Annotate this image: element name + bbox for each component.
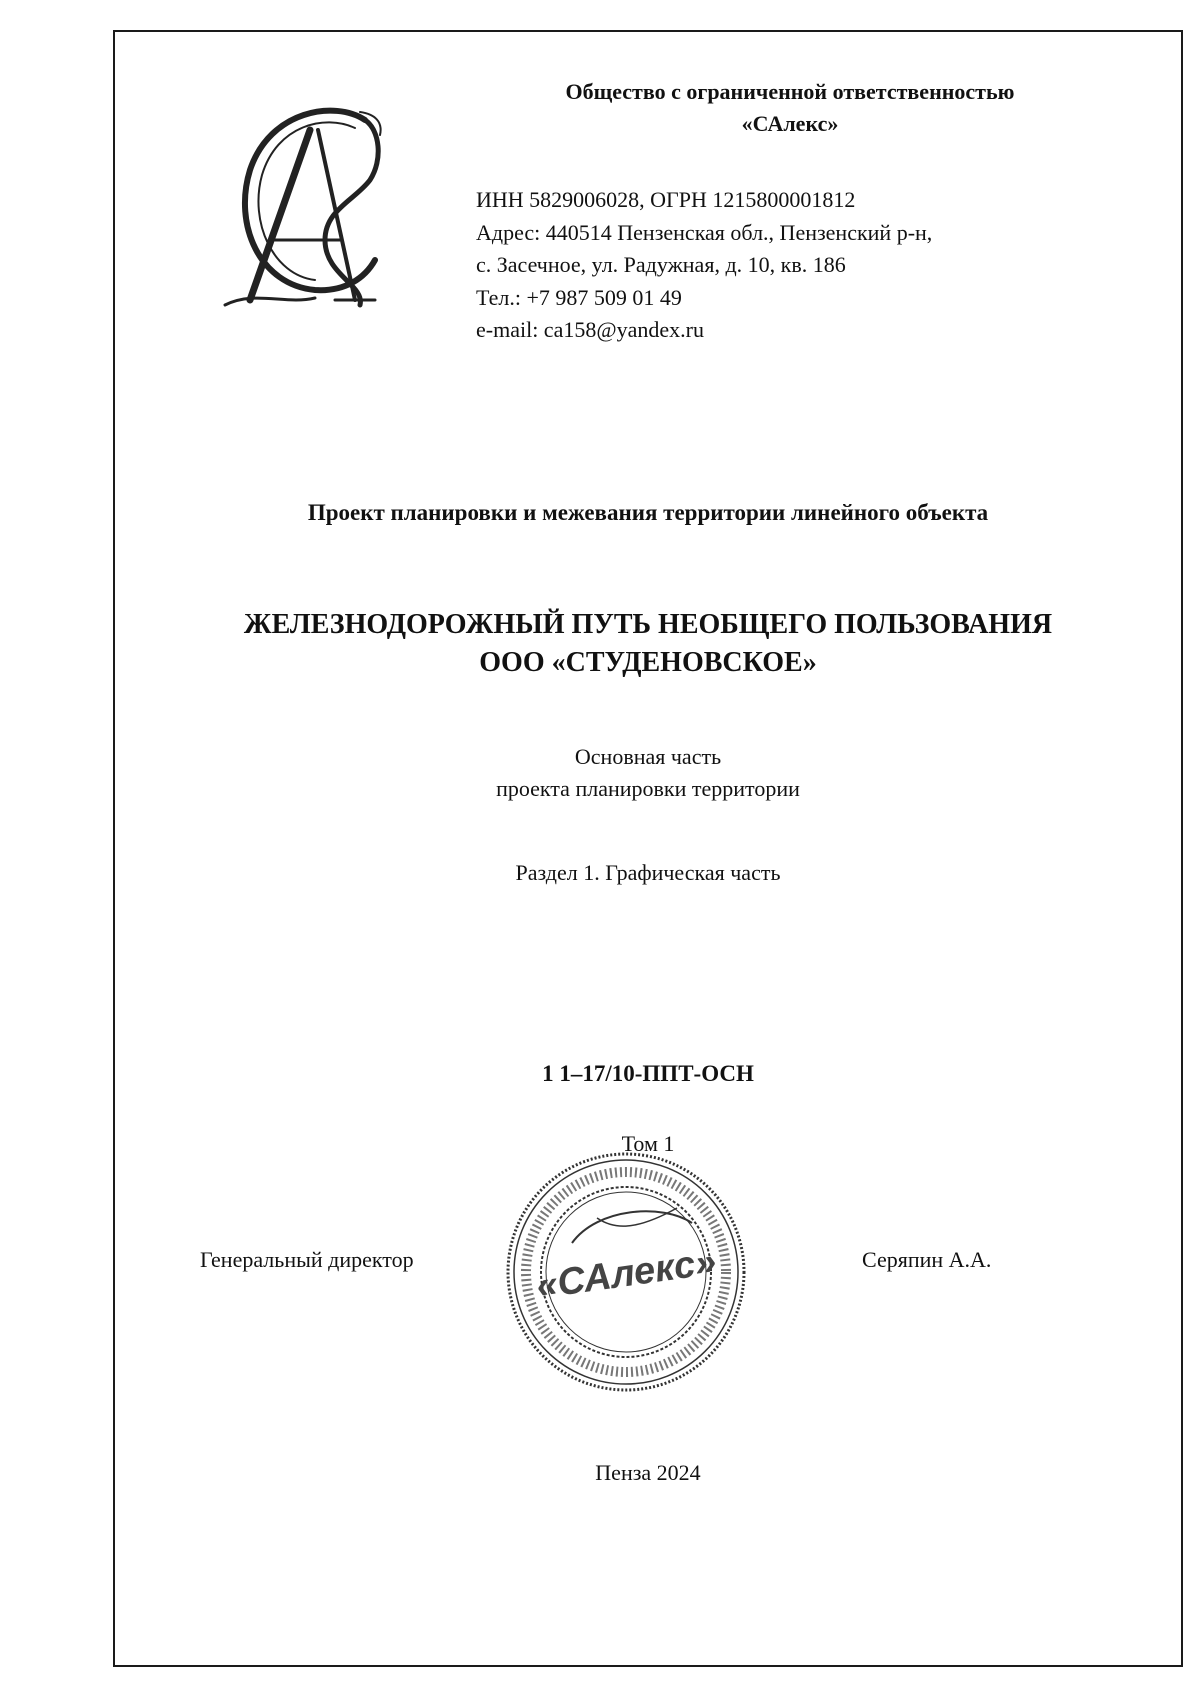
project-type-heading: Проект планировки и межевания территории линейного объекта bbox=[307, 500, 989, 525]
signer-name: Серяпин А.А. bbox=[862, 1247, 992, 1272]
company-name bbox=[480, 76, 1100, 140]
company-legal-form: Общество с ограниченной ответственностью bbox=[565, 79, 1015, 104]
object-title bbox=[113, 606, 1183, 682]
part-line-1: Основная часть bbox=[574, 744, 722, 769]
seal-text: «САлекс» bbox=[533, 1240, 719, 1308]
document-part bbox=[113, 741, 1183, 805]
phone: Тел.: +7 987 509 01 49 bbox=[476, 284, 682, 310]
part-line-2: проекта планировки территории bbox=[496, 776, 800, 801]
inn-ogrn: ИНН 5829006028, ОГРН 1215800001812 bbox=[476, 187, 856, 212]
city-and-year: Пенза 2024 bbox=[595, 1460, 701, 1485]
email: e-mail: ca158@yandex.ru bbox=[476, 317, 704, 342]
company-seal-stamp bbox=[502, 1148, 750, 1396]
address-line-1: Адрес: 440514 Пензенская обл., Пензенский р-н, bbox=[476, 219, 933, 245]
section-title: Раздел 1. Графическая часть bbox=[515, 860, 781, 885]
object-title-line-2: ООО «СТУДЕНОВСКОЕ» bbox=[479, 647, 817, 678]
company-requisites bbox=[476, 184, 1096, 347]
signer-position: Генеральный директор bbox=[200, 1247, 414, 1272]
company-brand: «САлекс» bbox=[741, 111, 839, 136]
volume-number: Том 1 bbox=[621, 1131, 675, 1156]
object-title-line-1: ЖЕЛЕЗНОДОРОЖНЫЙ ПУТЬ НЕОБЩЕГО ПОЛЬЗОВАНИЯ bbox=[243, 609, 1053, 640]
address-line-2: с. Засечное, ул. Радужная, д. 10, кв. 186 bbox=[476, 252, 846, 277]
company-monogram-logo bbox=[215, 100, 405, 320]
document-code: 1 1–17/10-ППТ-ОСН bbox=[542, 1061, 754, 1086]
